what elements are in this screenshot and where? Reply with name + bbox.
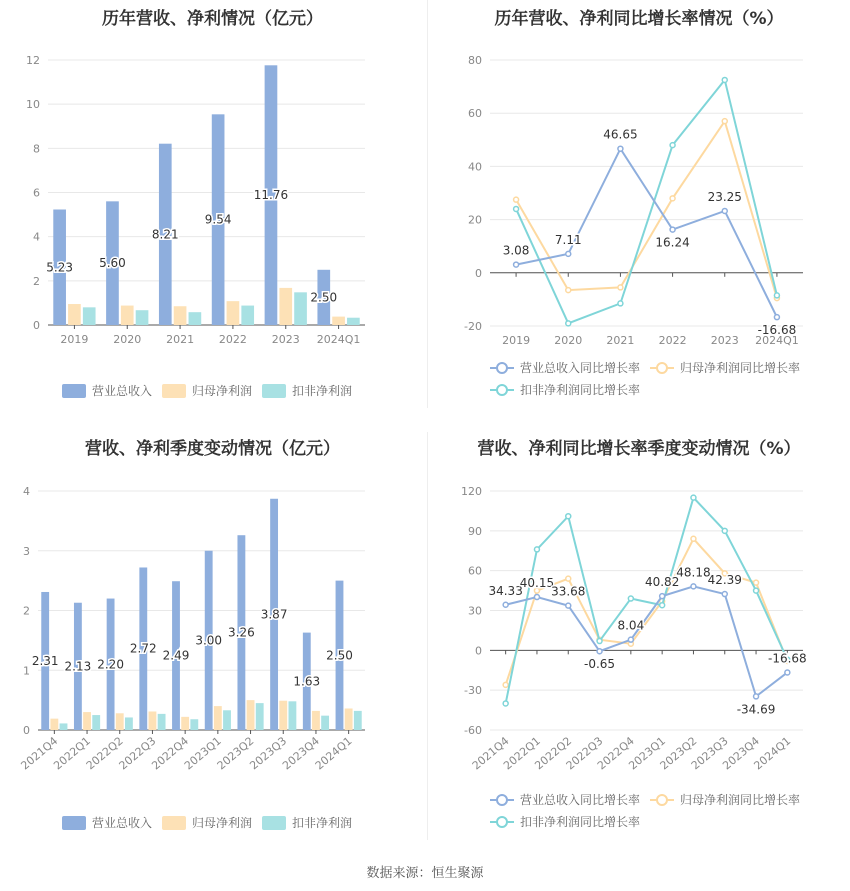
legend-label: 扣非净利润 xyxy=(292,384,353,398)
data-point xyxy=(534,595,539,600)
bar-1 xyxy=(174,306,187,325)
data-label: 34.33 xyxy=(488,583,523,598)
data-point xyxy=(514,206,519,211)
y-tick-label: 12 xyxy=(26,54,40,67)
bar-2 xyxy=(125,717,133,730)
bar-1 xyxy=(247,700,255,730)
legend-label: 营业总收入同比增长率 xyxy=(520,793,641,807)
legend-label: 营业总收入 xyxy=(92,384,153,398)
x-tick-label: 2022Q2 xyxy=(83,734,126,773)
data-point xyxy=(754,694,759,699)
data-label: 5.23 xyxy=(46,260,73,275)
legend-label: 扣非净利润同比增长率 xyxy=(520,815,641,829)
data-point xyxy=(691,536,696,541)
bar-2 xyxy=(321,716,329,730)
data-point xyxy=(670,196,675,201)
data-label: 8.04 xyxy=(617,618,645,633)
annual-bar-chart xyxy=(0,0,425,410)
data-label: 2.49 xyxy=(162,648,190,663)
data-label: -0.65 xyxy=(584,657,616,672)
legend-swatch xyxy=(262,816,286,830)
data-label: 40.15 xyxy=(519,576,555,591)
chart-title: 历年营收、净利情况（亿元） xyxy=(102,9,323,29)
bar-2 xyxy=(294,292,307,325)
bar-2 xyxy=(136,310,149,325)
bar-2 xyxy=(158,714,166,730)
data-label: 40.82 xyxy=(644,575,680,590)
legend-label: 归母净利润 xyxy=(192,816,253,830)
legend-swatch-marker xyxy=(657,795,667,805)
legend-label: 归母净利润同比增长率 xyxy=(680,361,801,375)
x-tick-label: 2024Q1 xyxy=(755,334,799,347)
data-label: 42.39 xyxy=(707,573,742,588)
x-tick-label: 2021 xyxy=(606,334,635,347)
bar-2 xyxy=(347,318,360,325)
bar-1 xyxy=(227,301,240,325)
data-label: 33.68 xyxy=(551,584,586,599)
x-tick-label: 2023Q2 xyxy=(214,734,257,773)
data-label: -16.68 xyxy=(757,323,797,338)
x-tick-label: 2023Q2 xyxy=(657,734,700,773)
data-point xyxy=(597,639,602,644)
y-tick-label: 80 xyxy=(468,54,482,67)
x-tick-label: 2022 xyxy=(658,334,687,347)
data-point xyxy=(597,649,602,654)
data-point xyxy=(566,514,571,519)
x-tick-label: 2022Q4 xyxy=(594,734,637,773)
data-point xyxy=(534,547,539,552)
data-label: -16.68 xyxy=(768,651,807,666)
data-label: 2.50 xyxy=(326,648,353,663)
chart-title: 营收、净利同比增长率季度变动情况（%） xyxy=(477,439,801,459)
legend-label: 扣非净利润同比增长率 xyxy=(520,383,641,397)
data-source-note: 数据来源：恒生聚源 xyxy=(366,866,484,881)
y-tick-label: 4 xyxy=(33,230,40,244)
bar-2 xyxy=(92,715,100,730)
x-tick-label: 2023Q4 xyxy=(280,734,322,773)
data-point xyxy=(660,594,665,599)
quarterly-bar-chart xyxy=(0,430,425,850)
x-tick-label: 2022 xyxy=(218,333,247,346)
bar-1 xyxy=(279,288,292,325)
y-tick-label: 2 xyxy=(33,274,40,288)
data-point xyxy=(722,119,727,124)
data-point xyxy=(566,576,571,581)
bar-2 xyxy=(83,307,96,325)
data-point xyxy=(628,596,633,601)
data-label: 2.20 xyxy=(97,657,124,672)
y-tick-label: -20 xyxy=(464,320,482,333)
bar-1 xyxy=(181,717,189,730)
y-tick-label: -30 xyxy=(464,684,482,698)
legend-label: 归母净利润 xyxy=(192,384,253,398)
data-label: -34.69 xyxy=(736,702,776,717)
x-tick-label: 2023 xyxy=(710,334,739,347)
legend-label: 扣非净利润 xyxy=(292,816,353,830)
data-point xyxy=(566,603,571,608)
quarterly-line-chart xyxy=(428,430,850,850)
data-point xyxy=(754,588,759,593)
data-label: 2.13 xyxy=(64,659,92,674)
x-tick-label: 2020 xyxy=(554,334,583,347)
x-tick-label: 2023Q4 xyxy=(720,734,762,773)
data-label: 7.11 xyxy=(554,232,582,247)
x-tick-label: 2022Q3 xyxy=(116,734,159,773)
data-point xyxy=(514,262,519,267)
data-point xyxy=(503,602,508,607)
data-label: 2.50 xyxy=(310,290,338,305)
data-point xyxy=(503,701,508,706)
series-line-1 xyxy=(516,121,777,298)
data-label: 46.65 xyxy=(603,127,638,142)
data-point xyxy=(566,251,571,256)
legend-swatch xyxy=(162,384,186,398)
data-label: 23.25 xyxy=(707,189,742,204)
bar-1 xyxy=(121,306,134,325)
data-point xyxy=(785,670,790,675)
data-label: 5.60 xyxy=(99,256,126,271)
x-tick-label: 2022Q1 xyxy=(501,734,543,773)
legend-swatch xyxy=(162,816,186,830)
legend-swatch xyxy=(62,816,86,830)
x-tick-label: 2022Q2 xyxy=(532,734,575,773)
x-tick-label: 2021Q4 xyxy=(469,734,512,773)
bar-2 xyxy=(288,701,296,730)
bar-1 xyxy=(279,701,287,730)
y-tick-label: 0 xyxy=(23,724,30,737)
legend-swatch-marker xyxy=(497,795,507,805)
x-tick-label: 2022Q4 xyxy=(149,734,192,773)
y-tick-label: 120 xyxy=(461,485,482,498)
bar-1 xyxy=(312,711,320,730)
data-label: 8.21 xyxy=(151,227,179,242)
y-tick-label: 30 xyxy=(468,604,482,618)
data-point xyxy=(566,321,571,326)
y-tick-label: 10 xyxy=(26,98,40,112)
data-point xyxy=(618,285,623,290)
y-tick-label: 6 xyxy=(33,186,40,200)
data-point xyxy=(566,288,571,293)
x-tick-label: 2021 xyxy=(166,333,195,346)
legend-label: 营业总收入同比增长率 xyxy=(520,361,641,375)
x-tick-label: 2019 xyxy=(60,333,89,346)
data-label: 48.18 xyxy=(676,565,711,580)
x-tick-label: 2023Q1 xyxy=(626,734,669,773)
y-tick-label: 0 xyxy=(33,319,40,332)
bar-1 xyxy=(68,304,81,325)
data-label: 1.63 xyxy=(293,674,321,689)
x-tick-label: 2023Q3 xyxy=(688,734,731,773)
x-tick-label: 2020 xyxy=(113,333,142,346)
y-tick-label: 4 xyxy=(23,485,30,498)
y-tick-label: 8 xyxy=(33,142,40,156)
data-point xyxy=(670,227,675,232)
legend-swatch-marker xyxy=(497,817,507,827)
data-point xyxy=(618,146,623,151)
data-point xyxy=(628,637,633,642)
bar-2 xyxy=(60,723,68,730)
data-point xyxy=(722,77,727,82)
y-tick-label: 40 xyxy=(468,160,482,174)
data-point xyxy=(618,301,623,306)
data-point xyxy=(754,580,759,585)
legend-swatch-marker xyxy=(657,363,667,373)
data-point xyxy=(722,208,727,213)
chart-title: 营收、净利季度变动情况（亿元） xyxy=(85,439,340,459)
data-point xyxy=(691,495,696,500)
x-tick-label: 2024Q1 xyxy=(316,333,361,346)
y-tick-label: 0 xyxy=(475,266,482,280)
annual-line-panel xyxy=(428,0,850,410)
data-point xyxy=(503,682,508,687)
x-tick-label: 2023 xyxy=(271,333,300,346)
data-label: 11.76 xyxy=(253,188,289,203)
bar-2 xyxy=(241,306,254,325)
bar-1 xyxy=(345,708,353,730)
x-tick-label: 2023Q1 xyxy=(181,734,224,773)
y-tick-label: 2 xyxy=(23,604,30,618)
x-tick-label: 2023Q3 xyxy=(247,734,290,773)
y-tick-label: -60 xyxy=(464,724,482,737)
data-label: 9.54 xyxy=(204,212,232,227)
data-point xyxy=(514,197,519,202)
data-label: 2.72 xyxy=(129,641,157,656)
x-tick-label: 2019 xyxy=(502,334,531,347)
data-label: 3.08 xyxy=(502,243,530,258)
chart-title: 历年营收、净利同比增长率情况（%） xyxy=(494,9,784,29)
bar-2 xyxy=(190,719,198,730)
legend-swatch xyxy=(262,384,286,398)
bar-2 xyxy=(354,711,362,730)
quarterly-bar-panel xyxy=(0,430,425,850)
y-tick-label: 0 xyxy=(475,644,482,658)
data-point xyxy=(722,528,727,533)
annual-line-chart xyxy=(428,0,850,410)
data-label: 2.31 xyxy=(31,653,59,668)
legend-swatch xyxy=(62,384,86,398)
data-label: 3.87 xyxy=(260,607,288,622)
annual-bar-panel xyxy=(0,0,425,410)
x-tick-label: 2022Q1 xyxy=(51,734,93,773)
y-tick-label: 20 xyxy=(468,213,482,227)
bar-1 xyxy=(149,711,157,730)
data-point xyxy=(774,293,779,298)
data-point xyxy=(660,603,665,608)
x-tick-label: 2024Q1 xyxy=(312,734,355,773)
data-point xyxy=(670,143,675,148)
legend-label: 营业总收入 xyxy=(92,816,153,830)
data-point xyxy=(691,584,696,589)
legend-swatch-marker xyxy=(497,385,507,395)
legend-label: 归母净利润同比增长率 xyxy=(680,793,801,807)
data-label: 16.24 xyxy=(655,235,690,250)
quarterly-line-panel xyxy=(428,430,850,850)
y-tick-label: 3 xyxy=(23,544,30,558)
bar-1 xyxy=(83,712,91,730)
x-tick-label: 2022Q3 xyxy=(563,734,606,773)
bar-1 xyxy=(50,719,58,730)
bar-2 xyxy=(223,710,231,730)
bar-1 xyxy=(214,706,222,730)
bar-2 xyxy=(256,703,264,730)
data-label: 3.26 xyxy=(228,625,255,640)
bar-1 xyxy=(332,317,345,325)
y-tick-label: 60 xyxy=(468,107,482,121)
bar-2 xyxy=(189,312,202,325)
bar-1 xyxy=(116,713,124,730)
x-tick-label: 2024Q1 xyxy=(751,734,794,773)
data-label: 3.00 xyxy=(195,633,223,648)
y-tick-label: 60 xyxy=(468,564,482,578)
y-tick-label: 90 xyxy=(468,524,482,538)
data-point xyxy=(774,315,779,320)
legend-swatch-marker xyxy=(497,363,507,373)
y-tick-label: 1 xyxy=(23,664,30,678)
data-point xyxy=(722,592,727,597)
x-tick-label: 2021Q4 xyxy=(18,734,61,773)
